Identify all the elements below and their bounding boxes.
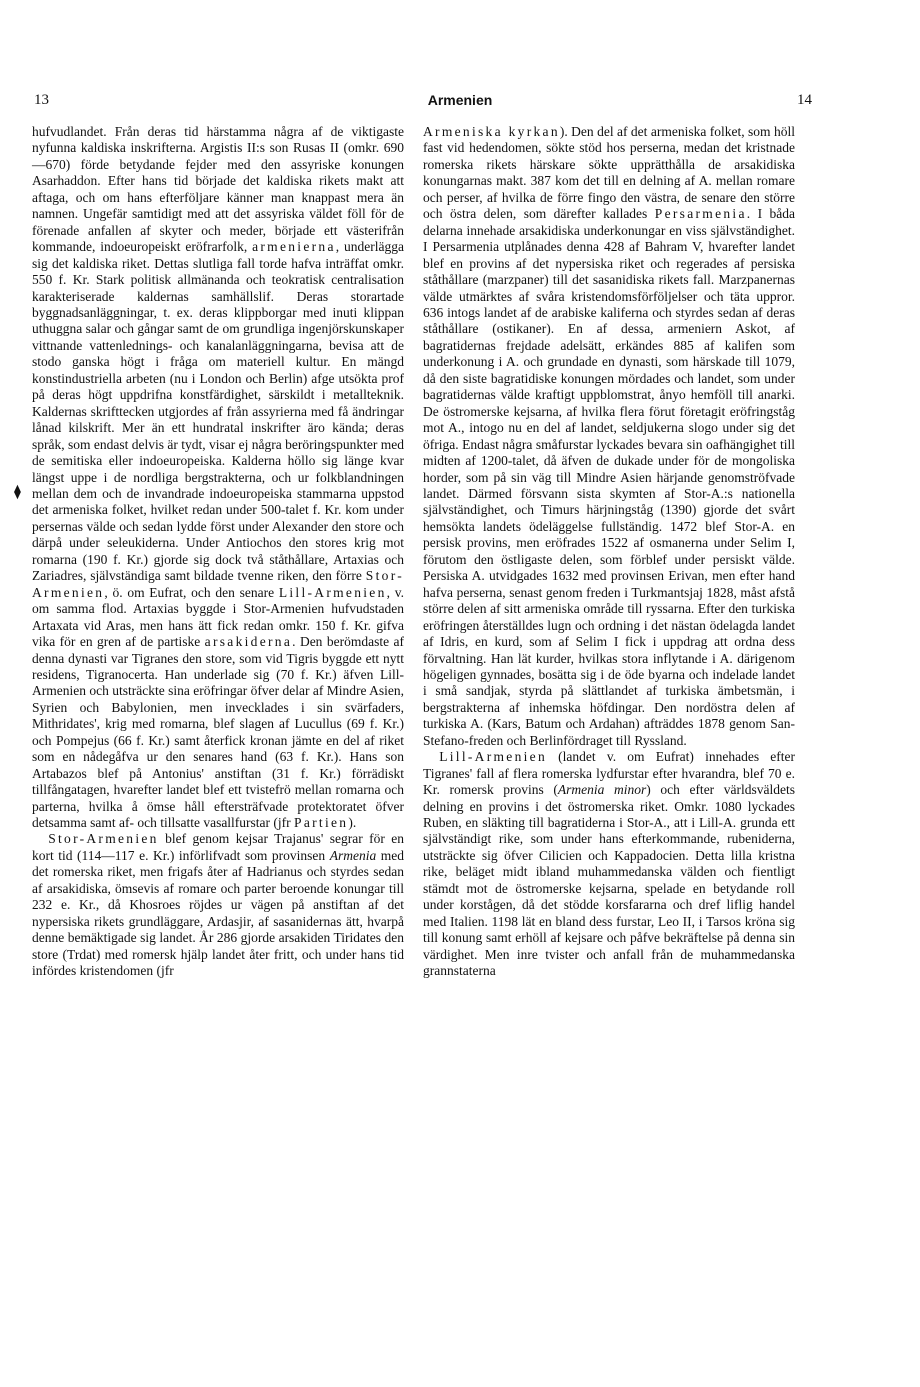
- left-paragraph-2: Stor-Armenien blef genom kejsar Trajanus' segrar för en kort tid (114—117 e. Kr.) införlifvadt som provinsen Armenia med det romerska riket, men frigafs åter af Hadrianus och styrdes sedan af arsakidiska, ömsevis af romare och parter beroende konungar till 232 e. Kr., då Khosroes röjdes ur vägen på anstiftan af det nypersiska rikets grundläggare, Ardasjir, af sasanidernas ätt, hvarpå denne bemäktigade sig landet. År 286 gjorde arsakiden Tiridates den store (Trdat) med romersk hjälp landet åter fritt, och under hans tid infördes kristendomen (jfr: [32, 831, 404, 979]
- page-title: Armenien: [427, 92, 493, 108]
- right-column: [423, 124, 795, 980]
- margin-mark: ⧫: [14, 485, 21, 500]
- left-column: [32, 124, 404, 980]
- page-number-left: 13: [34, 92, 49, 108]
- page-number-right: 14: [797, 92, 812, 108]
- left-paragraph-1: hufvudlandet. Från deras tid härstamma några af de viktigaste nyfunna kaldiska inskrifterna. Argistis II:s son Rusas II (omkr. 690—670) förde betydande fejder med den assyriske konungen Asarhaddon. Efter hans tid började det kaldiska rikets makt att aftaga, och om hans efterföljare känner man knappast mera än namnen. Ungefär samtidigt med att det assyriska väldet föll för de förenade anfallen af skyter och meder, började ett västerifrån kommande, indoeuropeiskt eröfrarfolk, armenierna, underlägga sig det kaldiska riket. Dettas slutliga fall torde hafva inträffat omkr. 550 f. Kr. Stark politisk allmänanda och teokratisk centralisation karakteriserade kaldernas samhällslif. Deras storartade byggnadsanläggningar, t. ex. deras klippborgar med inuti klippan uthuggna salar och gångar samt de om grundliga ingenjörskunskaper vittnande vattenlednings- och kanalanläggningarna, bevisa att de stodo ganska högt i fråga om materiell kultur. En mängd konstindustriella arbeten (nu i London och Berlin) afge utsökta prof på deras högt uppdrifna konstfärdighet, särskildt i metallteknik. Kaldernas skrifttecken utgjordes af från assyrierna med få ändringar lånad kilskrift. Mer än ett hundratal inskrifter äro kända; deras språk, som endast delvis är tydt, visar ej några beröringspunkter med de semitiska eller indoeuropeiska. Kalderna höllo sig länge kvar längst uppe i de nordliga bergstrakterna, och ur folkblandningen mellan dem och de invandrade indoeuropeiska stammarna uppstod det armeniska folket, hvilket redan under 500-talet f. Kr. kom under persernas välde och sedan lydde först under Alexander den store och därpå under seleukiderna. Under Antiochos den stores krig mot romarna (190 f. Kr.) gjorde sig dock två ståthållare, Artaxias och Zariadres, självständiga samt bildade tvenne riken, den förre Stor-Armenien, ö. om Eufrat, och den senare Lill-Armenien, v. om samma flod. Artaxias byggde i Stor-Armenien hufvudstaden Artaxata vid Aras, men hans ätt fick redan omkr. 150 f. Kr. gifva vika för en gren af de partiske arsakiderna. Den berömdaste af denna dynasti var Tigranes den store, som vid Tigris byggde ett nytt residens, Tigranocerta. Han underlade sig (70 f. Kr.) äfven Lill-Armenien och utsträckte sina eröfringar öfver delar af Mindre Asien, Syrien och Babylonien, men invecklades i sin svärfaders, Mithridates', krig med romarna, blef slagen af Lucullus (69 f. Kr.) och Pompejus (66 f. Kr.) samt återfick kronan jämte en del af riket som en nådegåfva ur den senares hand (63 f. Kr.). Hans son Artabazos blef på Antonius' anstiftan (31 f. Kr.) förrädiskt tillfångatagen, hvarefter landet blef ett tvistefrö mellan romarna och parterna, hvilka å ömse håll eftersträfvade protektoratet öfver detsamma samt af- och tillsatte vasallfurstar (jfr Partien).: [32, 124, 405, 831]
- right-paragraph-2: Lill-Armenien (landet v. om Eufrat) innehades efter Tigranes' fall af flera romerska lydfurstar efter hvarandra, blef 70 e. Kr. romersk provins (Armenia minor) och efter världsväldets delning en provins i det östromerska riket. Omkr. 1080 lyckades Ruben, en släkting till bagratiderna i Stor-A., att i Lill-A. grunda ett självständigt rike, som under hans efterkommande, rubeniderna, utsträckte sig öfver Cilicien och Kappadocien. Detta lilla kristna rike, beläget midt ibland muhammedanska välden och fientligt stämdt mot de östromerske kejsarna, spelade en betydande roll under korstågen, då det stödde korsfararna och dref liflig handel med Italien. 1198 lät en bland dess furstar, Leo II, i Tarsos kröna sig till konung samt erhöll af kejsare och påfve bekräftelse på denna sin värdighet. Men inre tvister och anfall från de muhammedanska grannstaterna: [423, 749, 796, 979]
- right-paragraph-1: Armeniska kyrkan). Den del af det armeniska folket, som höll fast vid hedendomen, sökte stöd hos perserna, medan det kristnade romerska rikets härskare sökte upprätthålla de arsakidiska konungarnas makt. 387 kom det till en delning af A. mellan romare och perser, af hvilka de förre fingo den västra, de senare den större och östra delen, som därefter kallades Persarmenia. I båda delarna innehade arsakidiska underkonungar en viss självständighet. I Persarmenia utplånades denna 428 af Bahram V, hvarefter landet blef en provins af det nypersiska riket och regerades af persiska ståthållare (marzpaner) till det sasanidiska rikets fall. Marzpanernas välde utmärktes af svåra kristendomsförföljelser och täta uppror. 636 intogs landet af de arabiske kaliferna och styrdes sedan af deras ståthållare (ostikaner). En af dessa, armeniern Askot, af bagratidernas frejdade adelsätt, erkändes 885 af kalifen som underkonung i A. och grundade en dynasti, som härskade till 1079, då den siste bagratidiske konungen mördades och landet, som under bagratidernas välde kraftigt uppblomstrat, ånyo hemföll till anarki. De östromerske kejsarna, af hvilka flera förut företagit eröfringståg mot A., intogo nu en del af landet, seldjukerna slogo under sig det öfriga. Endast några småfurstar lyckades bevara sin oafhängighet till midten af 1200-talet, då äfven de dukade under för de mongoliska horder, som på sin väg till Mindre Asien härjande genomströfvade landet. Därmed försvann sista skymten af Stor-A.:s nationella självständighet, och Timurs härjningståg (1390) gjorde det svårt hemsökta landets ödeläggelse fullständig. 1472 blef Stor-A. en persisk provins, men eröfrades 1522 af osmanerna under Selim I, förutom den östligaste delen, som förblef under persiskt välde. Persiska A. utvidgades 1632 med provinsen Erivan, men efter hand hafva perserna, senast genom freden i Turkmantsjaj 1828, måst afstå större delen af sitt armeniska område till ryssarna. Efter den turkiska eröfringen återställdes lugn och ordning i det nästan ödelagda landet af Idris, en kurd, som af Selim I fick i uppdrag att ordna dess förvaltning. Han lät kurder, hvilkas stora inflytande i A. därigenom högeligen gynnades, bosätta sig i de öde byarna och indelade landet i små sandjak, styrda på slättlandet af turkiska ämbetsmän, i bergstrakterna af inhemska höfdingar. Den nordöstra delen af turkiska A. (Kars, Batum och Ardahan) afträddes 1878 genom San-Stefano-freden och Berlinfördraget till Ryssland.: [423, 124, 795, 748]
